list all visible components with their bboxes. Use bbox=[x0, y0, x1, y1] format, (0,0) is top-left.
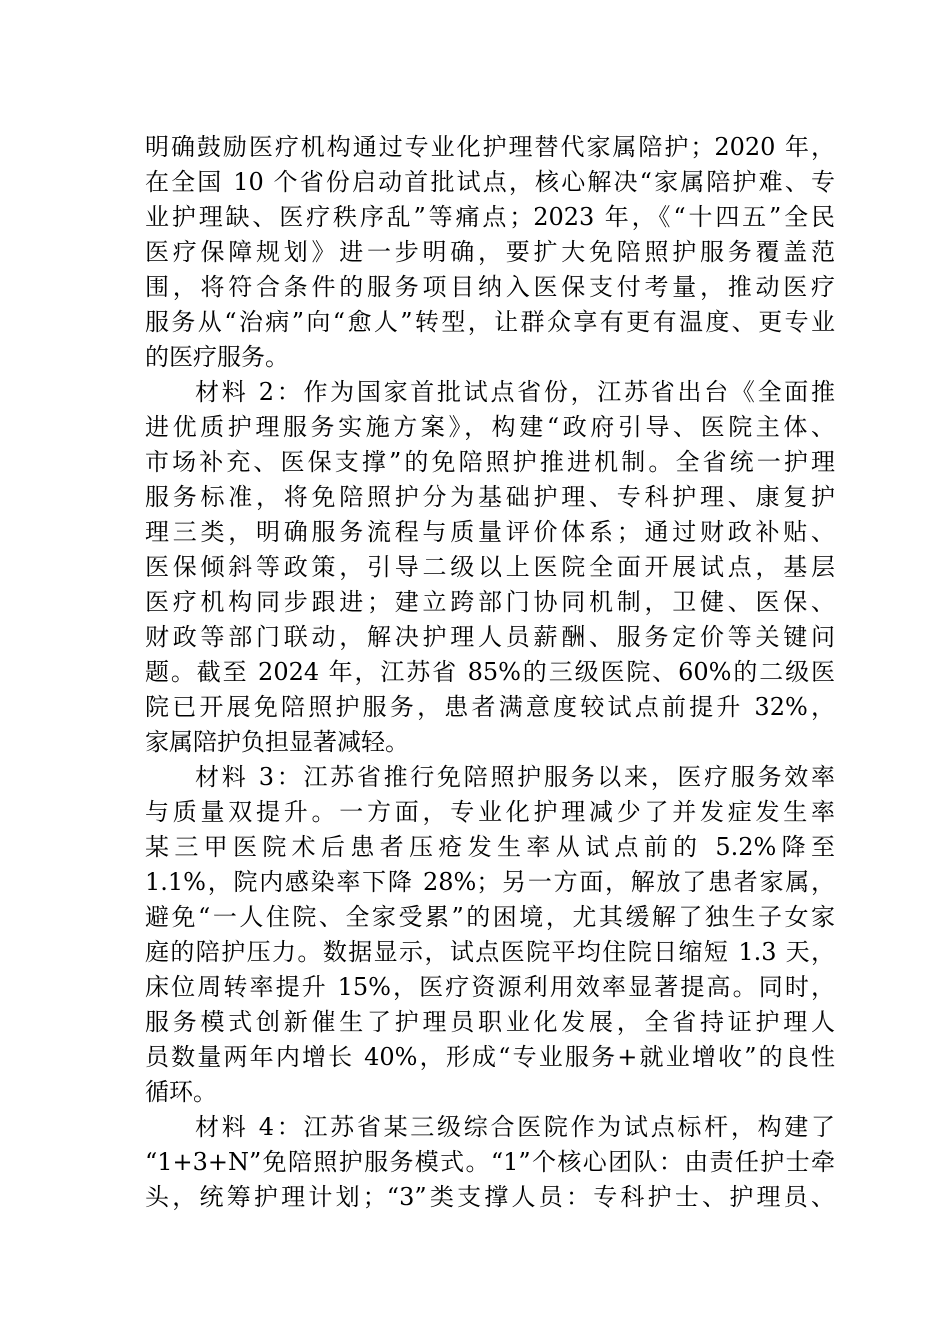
text-line: 家属陪护负担显著减轻。 bbox=[145, 728, 409, 756]
text-line: 1.1%，院内感染率下降 28%；另一方面，解放了患者家属， bbox=[145, 868, 835, 896]
text-line: 在全国 10 个省份启动首批试点，核心解决“家属陪护难、专 bbox=[145, 168, 835, 196]
text-line: “1+3+N”免陪照护服务模式。“1”个核心团队：由责任护士牵 bbox=[145, 1148, 835, 1176]
document-body bbox=[145, 130, 835, 1215]
text-line: 的医疗服务。 bbox=[145, 343, 289, 371]
text-line: 床位周转率提升 15%，医疗资源利用效率显著提高。同时， bbox=[145, 973, 835, 1001]
paragraph-intro-continuation bbox=[145, 130, 835, 375]
text-line: 院已开展免陪照护服务，患者满意度较试点前提升 32%， bbox=[145, 693, 835, 721]
text-line: 明确鼓励医疗机构通过专业化护理替代家属陪护；2020 年， bbox=[145, 133, 835, 161]
text-line: 题。截至 2024 年，江苏省 85%的三级医院、60%的二级医 bbox=[145, 658, 835, 686]
text-line: 头，统筹护理计划；“3”类支撑人员：专科护士、护理员、 bbox=[145, 1183, 835, 1211]
paragraph-material-2 bbox=[145, 375, 835, 760]
text-line: 材料 4：江苏省某三级综合医院作为试点标杆，构建了 bbox=[195, 1113, 835, 1141]
text-line: 服务从“治病”向“愈人”转型，让群众享有更有温度、更专业 bbox=[145, 308, 835, 336]
text-line: 服务模式创新催生了护理员职业化发展，全省持证护理人 bbox=[145, 1008, 835, 1036]
paragraph-material-3 bbox=[145, 760, 835, 1110]
paragraph-material-4 bbox=[145, 1110, 835, 1215]
text-line: 与质量双提升。一方面，专业化护理减少了并发症发生率 bbox=[145, 798, 835, 826]
text-line: 避免“一人住院、全家受累”的困境，尤其缓解了独生子女家 bbox=[145, 903, 835, 931]
text-line: 庭的陪护压力。数据显示，试点医院平均住院日缩短 1.3 天， bbox=[145, 938, 835, 966]
text-line: 材料 2：作为国家首批试点省份，江苏省出台《全面推 bbox=[195, 378, 835, 406]
text-line: 医疗机构同步跟进；建立跨部门协同机制，卫健、医保、 bbox=[145, 588, 835, 616]
text-line: 某三甲医院术后患者压疮发生率从试点前的 5.2%降至 bbox=[145, 833, 835, 861]
text-line: 服务标准，将免陪照护分为基础护理、专科护理、康复护 bbox=[145, 483, 835, 511]
text-line: 理三类，明确服务流程与质量评价体系；通过财政补贴、 bbox=[145, 518, 835, 546]
text-line: 业护理缺、医疗秩序乱”等痛点；2023 年，《“十四五”全民 bbox=[145, 203, 835, 231]
text-line: 财政等部门联动，解决护理人员薪酬、服务定价等关键问 bbox=[145, 623, 835, 651]
text-line: 循环。 bbox=[145, 1078, 217, 1106]
text-line: 围，将符合条件的服务项目纳入医保支付考量，推动医疗 bbox=[145, 273, 835, 301]
text-line: 医疗保障规划》进一步明确，要扩大免陪照护服务覆盖范 bbox=[145, 238, 835, 266]
text-line: 医保倾斜等政策，引导二级以上医院全面开展试点，基层 bbox=[145, 553, 835, 581]
text-line: 进优质护理服务实施方案》，构建“政府引导、医院主体、 bbox=[145, 413, 835, 441]
text-line: 员数量两年内增长 40%，形成“专业服务+就业增收”的良性 bbox=[145, 1043, 835, 1071]
text-line: 市场补充、医保支撑”的免陪照护推进机制。全省统一护理 bbox=[145, 448, 835, 476]
text-line: 材料 3：江苏省推行免陪照护服务以来，医疗服务效率 bbox=[195, 763, 835, 791]
